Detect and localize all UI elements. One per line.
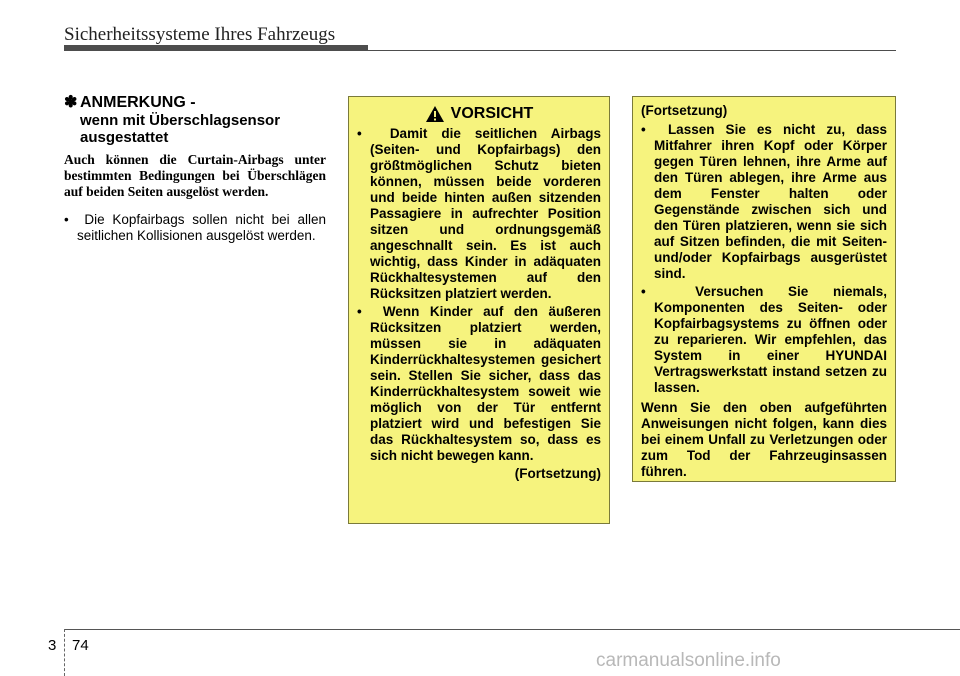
continuation-box (632, 96, 896, 482)
continuation-label: (Fortsetzung) (641, 103, 728, 118)
footer-page-number: 74 (72, 637, 89, 654)
note-star-icon: ✽ (64, 94, 78, 111)
caution-heading (357, 105, 601, 123)
note-intro: Auch können die Curtain-Airbags unter bestimmten Bedingungen bei Überschlägen auf beiden Seiten ausgelöst werden. (64, 152, 326, 199)
header-bar (64, 45, 368, 51)
caution-box (348, 96, 610, 524)
note-subheading-line: wenn mit Überschlagsensor (80, 112, 281, 129)
caution-bullet-text: Damit die seitlichen Airbags (Seiten- und Kopfairbags) den größtmöglichen Schutz bieten können, müssen beide vorderen und beide hinten außen sitzenden Passagiere in aufrechter Position sitzen und ordnungsgemäß angeschnallt sein. Es ist auch wichtig, dass Kinder in adäquaten Rückhaltesystemen auf den Rücksitzen platziert werden. (370, 126, 601, 301)
note-heading-text: ANMERKUNG - (80, 94, 196, 111)
continuation-bullet: • Lassen Sie es nicht zu, dass Mitfahrer ihren Kopf oder Körper gegen Türen lehnen, ihre Arme auf den Türen ablegen, ihre Arme aus dem Fenster halten oder Gegenstände zwischen sich und den Türen platzieren, wenn sie sich auf Sitzen befinden, die mit Seiten- und/oder Kopfairbags ausgerüstet sind. (641, 122, 888, 281)
note-subheading (80, 112, 326, 146)
note-bullet: • Die Kopfairbags sollen nicht bei allen seitlichen Kollisionen ausgelöst werden. (64, 212, 326, 243)
note-subheading-line: ausgestattet (80, 129, 169, 146)
footer-divider (64, 629, 65, 676)
note-bullet-text: Die Kopfairbags sollen nicht bei allen seitlichen Kollisionen ausgelöst werden. (77, 212, 326, 243)
note-heading (64, 94, 326, 112)
footer-section-number: 3 (48, 637, 57, 654)
note-section (64, 94, 326, 244)
continuation-bullet-text: Lassen Sie es nicht zu, dass Mitfahrer ihren Kopf oder Körper gegen Türen lehnen, ihre Arme auf den Türen ablegen, ihre Arme aus dem Fenster halten oder Gegenstände zwischen sich und den Türen platzieren, wenn sie sich auf Sitzen befinden, die mit Seiten- und/oder Kopfairbags ausgerüstet sind. (654, 122, 888, 281)
continuation-bullet: • Versuchen Sie niemals, Komponenten des Seiten- oder Kopfairbagsystems zu öffnen oder zu reparieren. Wir empfehlen, das System in einer HYUNDAI Vertragswerkstatt instand setzen zu lassen. (641, 284, 887, 395)
caution-bullet: • Wenn Kinder auf den äußeren Rücksitzen platziert werden, müssen sie in adäquaten Kinderrückhaltesystemen gesichert sein. Stellen Sie sicher, dass das Kinderrückhaltesystem soweit wie möglich von der Tür entfernt platziert wird und befestigen Sie das Rückhaltesystem so, dass es sich nicht bewegen kann. (357, 304, 601, 463)
caution-title: VORSICHT (450, 105, 534, 122)
continuation-bullet-text: Versuchen Sie niemals, Komponenten des Seiten- oder Kopfairbagsystems zu öffnen oder zu reparieren. Wir empfehlen, das System in einer HYUNDAI Vertragswerkstatt instand setzen zu lassen. (654, 284, 887, 395)
caution-continued-label: (Fortsetzung) (514, 466, 601, 481)
header-rule (368, 50, 896, 51)
caution-bullet-text: Wenn Kinder auf den äußeren Rücksitzen platziert werden, müssen sie in adäquaten Kinderrückhaltesystemen gesichert sein. Stellen Sie sicher, dass das Kinderrückhaltesystem soweit wie möglich von der Tür entfernt platziert wird und befestigen Sie das Rückhaltesystem so, dass es sich nicht bewegen kann. (370, 304, 601, 463)
footer-rule (64, 629, 960, 630)
warning-triangle-icon (425, 105, 445, 123)
page-header-title: Sicherheitssysteme Ihres Fahrzeugs (64, 24, 336, 45)
continuation-closing: Wenn Sie den oben aufgeführten Anweisungen nicht folgen, kann dies bei einem Unfall zu Verletzungen oder zum Tod der Fahrzeuginsassen führen. (641, 400, 887, 479)
watermark: carmanualsonline.info (596, 650, 781, 671)
caution-bullet: • Damit die seitlichen Airbags (Seiten- und Kopfairbags) den größtmöglichen Schutz bieten können, müssen beide vorderen und beide hinten außen sitzenden Passagiere in aufrechter Position sitzen und ordnungsgemäß angeschnallt sein. Es ist auch wichtig, dass Kinder in adäquaten Rückhaltesystemen auf den Rücksitzen platziert werden. (357, 126, 601, 301)
